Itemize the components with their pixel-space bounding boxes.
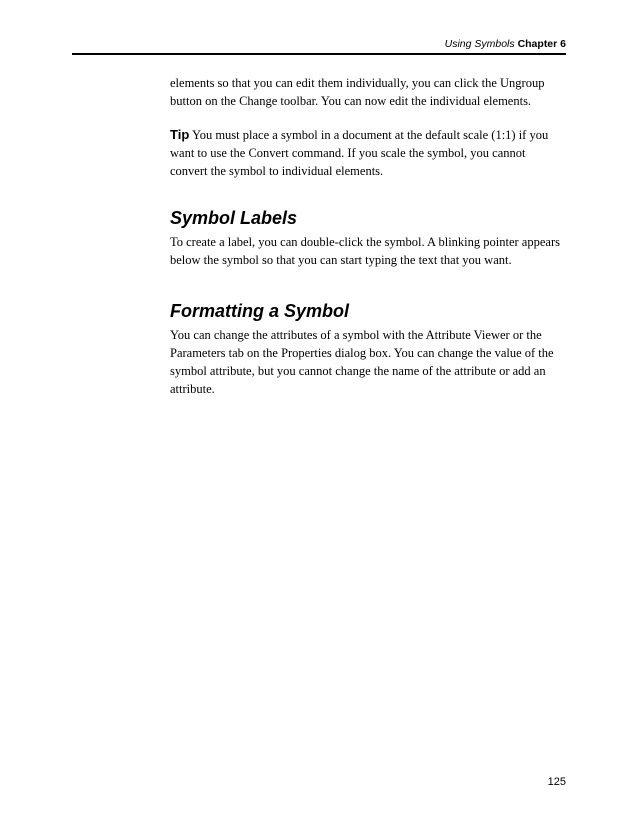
- header-rule: [72, 53, 566, 55]
- running-header: [445, 38, 566, 50]
- header-chapter-label: Chapter 6: [517, 38, 566, 50]
- tip-paragraph: [170, 126, 566, 180]
- page-content: [170, 74, 566, 398]
- tip-label: Tip: [170, 127, 190, 142]
- section-symbol-labels: [170, 207, 566, 269]
- intro-paragraph: elements so that you can edit them individually, you can click the Ungroup button on the Change toolbar. You can now edit the individual elements.: [170, 76, 545, 108]
- page-number: 125: [547, 776, 566, 788]
- section-heading: Formatting a Symbol: [170, 301, 350, 321]
- section-heading: Symbol Labels: [170, 208, 298, 228]
- section-formatting-a-symbol: [170, 300, 566, 398]
- tip-text: You must place a symbol in a document at the default scale (1:1) if you want to use the Convert command. If you scale the symbol, you cannot convert the symbol to individual elements.: [170, 128, 549, 178]
- section-body: You can change the attributes of a symbol with the Attribute Viewer or the Parameters tab on the Properties dialog box. You can change the value of the symbol attribute, but you cannot change the name of the attribute or add an attribute.: [170, 328, 554, 396]
- header-section-title: Using Symbols: [444, 38, 515, 50]
- section-body: To create a label, you can double-click the symbol. A blinking pointer appears below the symbol so that you can start typing the text that you want.: [170, 235, 560, 267]
